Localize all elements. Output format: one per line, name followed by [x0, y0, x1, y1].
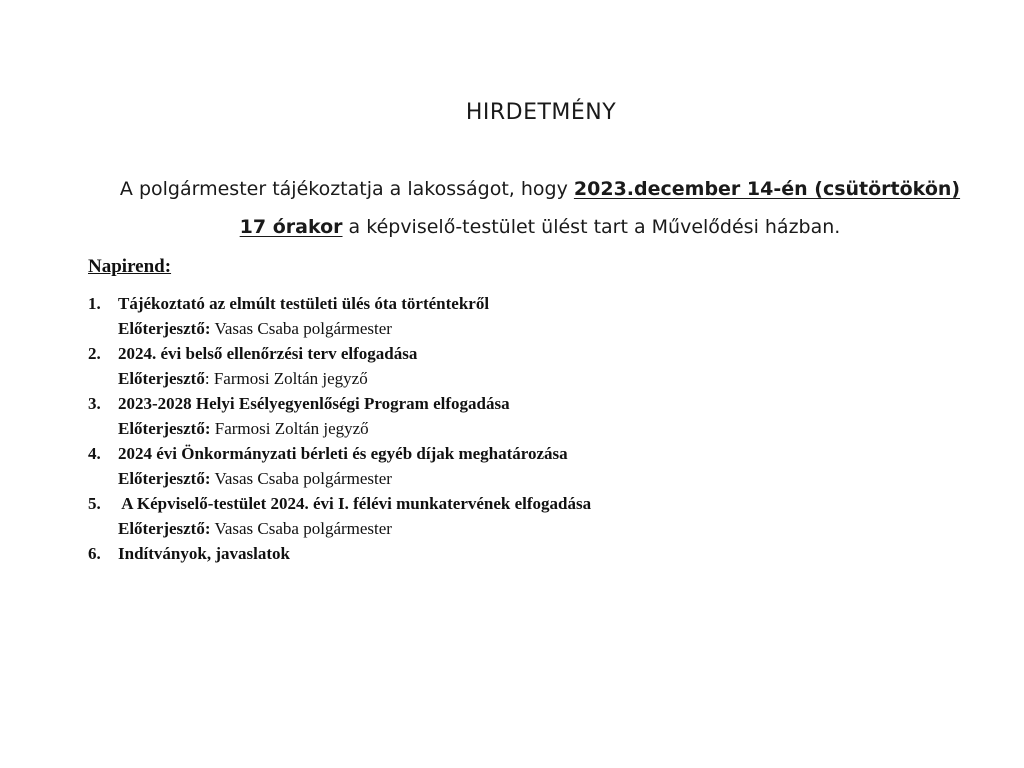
presenter-label: Előterjesztő:	[118, 319, 211, 338]
agenda-item	[88, 491, 968, 541]
agenda-item	[88, 291, 968, 341]
agenda-item-title: 2024. évi belső ellenőrzési terv elfogadása	[118, 344, 418, 363]
agenda-item-title: 2024 évi Önkormányzati bérleti és egyéb díjak meghatározása	[118, 444, 568, 463]
presenter-name: : Farmosi Zoltán jegyző	[204, 369, 368, 388]
agenda-item-title: 2023-2028 Helyi Esélyegyenlőségi Program elfogadása	[118, 394, 510, 413]
agenda-list	[88, 291, 968, 566]
agenda-item-title: A Képviselő-testület 2024. évi I. félévi munkatervének elfogadása	[118, 494, 592, 513]
agenda-item-number: 3.	[88, 394, 101, 413]
presenter-name: Vasas Csaba polgármester	[210, 319, 392, 338]
presenter-name: Vasas Csaba polgármester	[210, 469, 392, 488]
presenter-label: Előterjesztő:	[118, 419, 211, 438]
agenda-item-title: Tájékoztató az elmúlt testületi ülés óta történtekről	[118, 294, 490, 313]
agenda-item	[88, 441, 968, 491]
agenda-item	[88, 341, 968, 391]
presenter-name: Farmosi Zoltán jegyző	[210, 419, 369, 438]
agenda-item	[88, 541, 968, 566]
agenda-item-number: 6.	[88, 544, 101, 563]
intro-text-start: A polgármester tájékoztatja a lakosságot, hogy	[119, 178, 574, 200]
notice-intro	[60, 170, 1020, 246]
agenda-item-title: Indítványok, javaslatok	[118, 544, 290, 563]
meeting-time: 17 órakor	[239, 216, 343, 238]
agenda-item	[88, 391, 968, 441]
presenter-name: Vasas Csaba polgármester	[210, 519, 392, 538]
agenda-item-number: 4.	[88, 444, 101, 463]
meeting-date: 2023.december 14-én (csütörtökön)	[573, 178, 961, 200]
agenda-item-number: 2.	[88, 344, 101, 363]
notice-title: HIRDETMÉNY	[465, 100, 617, 125]
presenter-label: Előterjesztő:	[118, 519, 211, 538]
agenda-item-number: 1.	[88, 294, 101, 313]
presenter-label: Előterjesztő:	[118, 469, 211, 488]
agenda-item-number: 5.	[88, 494, 101, 513]
agenda-heading: Napirend:	[88, 256, 172, 277]
presenter-label: Előterjesztő	[118, 369, 205, 388]
intro-text-end: a képviselő-testület ülést tart a Művelődési házban.	[342, 216, 841, 238]
